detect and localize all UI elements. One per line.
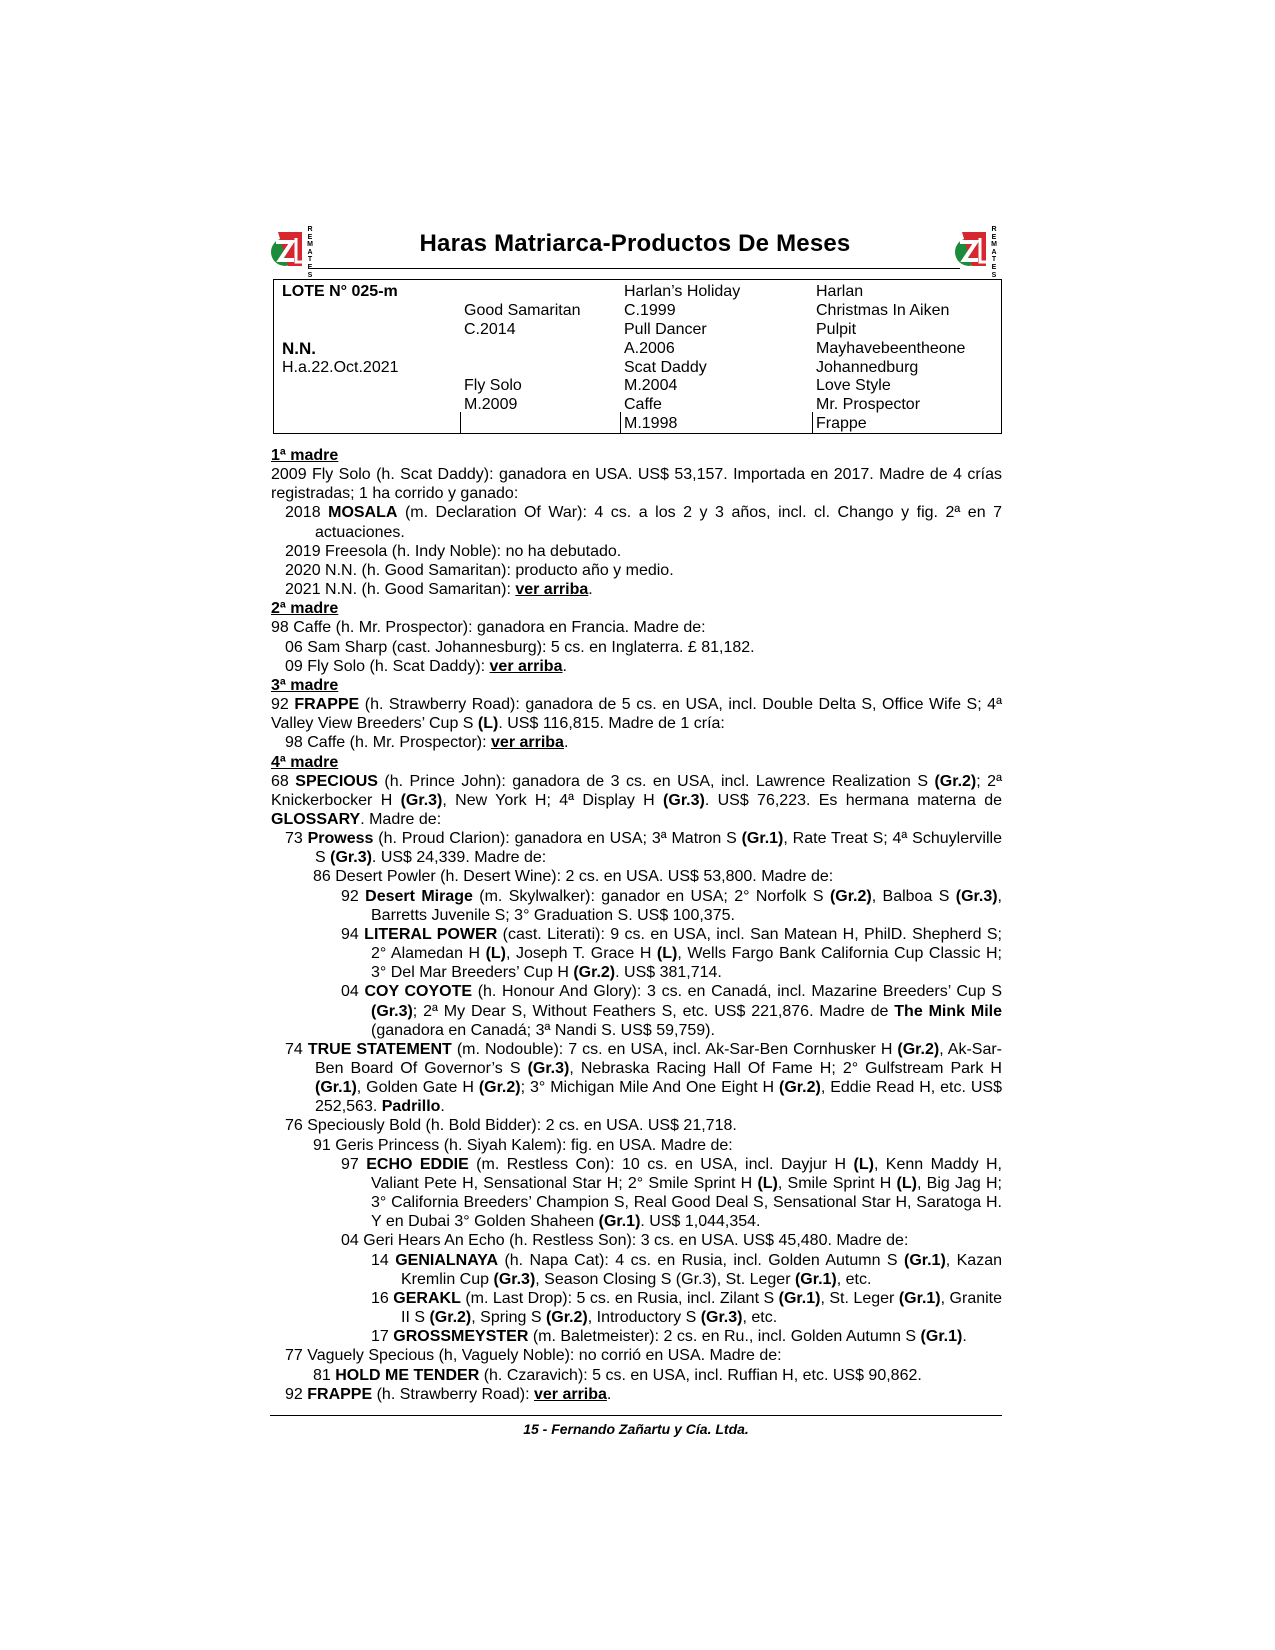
offspring-entry: 2018 MOSALA (m. Declaration Of War): 4 cs. a los 2 y 3 años, incl. cl. Chango y fig. 2ª en 7 actuaciones. (285, 504, 1003, 541)
text-segment: , Kazan Kremlin Cup (401, 1251, 1002, 1288)
bold-text: LITERAL POWER (364, 925, 498, 943)
bold-text: (L) (896, 1174, 917, 1192)
column-divider (460, 412, 461, 434)
offspring-entry: 2020 N.N. (h. Good Samaritan): producto año y medio. (285, 561, 674, 579)
bold-text: COY COYOTE (364, 983, 473, 1001)
bold-text: (Gr.1) (794, 1270, 837, 1288)
bold-text: (Gr.3) (400, 791, 443, 809)
bold-text: (L) (853, 1155, 874, 1173)
section-heading-1a-madre: 1ª madre (271, 447, 339, 464)
text-segment: 92 (285, 1385, 308, 1403)
bold-text: (Gr.2) (573, 964, 616, 982)
dam-name: Fly Solo (464, 377, 522, 394)
bold-text: GROSSMEYSTER (393, 1328, 529, 1346)
text-segment: (h. Napa Cat): 4 cs. en Rusia, incl. Golden Autumn S (498, 1251, 904, 1269)
text-segment: 92 (341, 887, 366, 905)
great-grandparent: Frappe (816, 415, 867, 432)
dam-entry: 2009 Fly Solo (h. Scat Daddy): ganadora en USA. US$ 53,157. Importada en 2017. Madre de 4 crías registradas; 1 ha corrido y ganado: (271, 466, 1002, 503)
dam-entry: 92 FRAPPE (h. Strawberry Road): ganadora de 5 cs. en USA, incl. Double Delta S, Office Wife S; 4ª Valley View Breeders’ Cup S (L). US$ 116,815. Madre de 1 cría: (271, 696, 1002, 733)
sire-name: Good Samaritan (464, 302, 581, 319)
bold-text: TRUE STATEMENT (307, 1040, 452, 1058)
text-segment: (m. Restless Con): 10 cs. en USA, incl. Dayjur H (468, 1155, 854, 1173)
offspring-entry: 06 Sam Sharp (cast. Johannesburg): 5 cs. en Inglaterra. £ 81,182. (285, 638, 755, 656)
text-segment: . Madre de: (360, 810, 442, 828)
text-segment: , Eddie Read H, etc. US$ 252,563. (315, 1079, 1002, 1116)
zl-remates-logo (270, 226, 316, 279)
grandparent: C.1999 (624, 302, 676, 319)
text-segment: 16 (371, 1289, 394, 1307)
bold-text: (Gr.1) (920, 1328, 963, 1346)
bold-text: (L) (656, 945, 678, 963)
bold-text: (Gr.1) (898, 1289, 941, 1307)
offspring-entry: 09 Fly Solo (h. Scat Daddy): ver arriba. (285, 657, 567, 675)
text-segment: , Joseph T. Grace H (506, 945, 657, 963)
text-segment: , New York H; 4ª Display H (442, 791, 664, 809)
offspring-entry (271, 1366, 1002, 1385)
bold-text: (Gr.3) (663, 791, 705, 809)
horse-birth: H.a.22.Oct.2021 (282, 359, 399, 376)
text-segment: 17 (371, 1328, 394, 1346)
dam-entry (271, 772, 1002, 829)
pedigree-table (273, 279, 1002, 434)
text-segment: (h. Prince John): ganadora de 3 cs. en USA, incl. Lawrence Realization S (377, 772, 935, 790)
lote-number: LOTE N° 025-m (282, 283, 398, 300)
text-segment: 68 (271, 772, 296, 790)
bold-text: (Gr.1) (315, 1079, 357, 1097)
text-segment: , Barretts Juvenile S; 3° Graduation S. US$ 100,375. (371, 887, 1002, 924)
text-segment: (h. Proud Clarion): ganadora en USA; 3ª Matron S (373, 830, 742, 848)
text-segment: , Introductory S (587, 1309, 701, 1327)
bold-text: (Gr.3) (955, 887, 998, 905)
bold-text: Padrillo (381, 1098, 441, 1116)
bold-text: (Gr.3) (527, 1060, 570, 1077)
bold-text: (Gr.1) (903, 1251, 946, 1269)
horse-name: N.N. (282, 339, 316, 358)
bold-text: (Gr.3) (371, 1002, 413, 1020)
text-segment: 94 (341, 925, 365, 943)
zl-remates-logo (954, 226, 1000, 279)
text-segment: 14 (371, 1251, 396, 1269)
text-segment: (m. Last Drop): 5 cs. en Rusia, incl. Zilant S (460, 1289, 779, 1307)
grandparent: Pull Dancer (624, 321, 707, 338)
title-underline (310, 268, 960, 269)
dam-year: M.2009 (464, 396, 518, 413)
bold-text: (Gr.1) (598, 1213, 641, 1231)
ver-arriba-link[interactable]: ver arriba (489, 657, 563, 675)
zl-logo-icon (954, 230, 988, 268)
great-grandparent: Mayhavebeentheone (816, 340, 966, 357)
text-segment: , Wells Fargo Bank California Cup Classic H; 3° Del Mar Breeders’ Cup H (371, 945, 1003, 982)
text-segment: , etc. (836, 1270, 872, 1288)
remates-vertical-text: R E M A T E S (991, 226, 997, 279)
text-segment: . US$ 24,339. Madre de: (371, 849, 547, 867)
text-segment: (h. Strawberry Road): (372, 1385, 534, 1403)
text-segment: , Big Jag H; 3° California Breeders’ Champion S, Real Good Deal S, Sensational Star H, Saratoga H. Y en Dubai 3° Golden Shaheen (371, 1174, 1003, 1231)
bold-text: GENIALNAYA (395, 1251, 499, 1269)
text-segment: . (606, 1385, 612, 1403)
bold-text: (Gr.3) (493, 1270, 536, 1288)
grandparent: M.2004 (624, 377, 678, 394)
grandparent: Scat Daddy (624, 359, 707, 376)
offspring-entry (271, 1251, 1002, 1289)
section-heading-2a-madre: 2ª madre (271, 600, 339, 618)
section-heading-3a-madre: 3ª madre (271, 676, 339, 694)
grandparent: M.1998 (624, 415, 678, 432)
text-segment: . (440, 1098, 445, 1116)
zl-logo-icon (270, 230, 304, 268)
offspring-entry: 77 Vaguely Specious (h, Vaguely Noble): no corrió en USA. Madre de: (285, 1347, 782, 1365)
ver-arriba-link[interactable]: ver arriba (491, 734, 564, 752)
text-segment: 74 (285, 1040, 308, 1058)
offspring-entry (271, 982, 1002, 1039)
bold-text: HOLD ME TENDER (335, 1366, 480, 1384)
section-heading-4a-madre: 4ª madre (271, 753, 339, 771)
offspring-entry (271, 1155, 1002, 1232)
page-footer: 15 - Fernando Zañartu y Cía. Ltda. (523, 1421, 749, 1437)
offspring-entry: 04 Geri Hears An Echo (h. Restless Son): 3 cs. en USA. US$ 45,480. Madre de: (341, 1232, 909, 1250)
text-segment: , Granite II S (401, 1289, 1003, 1327)
bold-text: (Gr.2) (779, 1079, 821, 1097)
pedigree-notes (271, 446, 1002, 1404)
text-segment: . (962, 1328, 967, 1346)
text-segment: (m. Skylwalker): ganador en USA; 2° Norfolk S (472, 887, 830, 905)
great-grandparent: Love Style (816, 377, 891, 394)
text-segment: 81 (313, 1366, 336, 1384)
offspring-entry (271, 887, 1002, 925)
offspring-entry: 76 Speciously Bold (h. Bold Bidder): 2 cs. en USA. US$ 21,718. (285, 1117, 737, 1135)
text-segment: , Kenn Maddy H, Valiant Pete H, Sensational Star H; 2° Smile Sprint H (371, 1155, 1003, 1192)
text-segment: 97 (341, 1155, 367, 1173)
offspring-entry (271, 1289, 1002, 1327)
sire-year: C.2014 (464, 321, 516, 338)
text-segment: . US$ 76,223. Es hermana materna de (704, 791, 1003, 809)
bold-text: (Gr.2) (934, 772, 977, 790)
offspring-entry (271, 925, 1002, 982)
text-segment: 04 (341, 983, 365, 1001)
bold-text: GERAKL (393, 1289, 461, 1307)
column-divider (812, 412, 813, 434)
great-grandparent: Christmas In Aiken (816, 302, 950, 319)
great-grandparent: Pulpit (816, 321, 857, 338)
text-segment: , Smile Sprint H (777, 1174, 897, 1192)
footer-rule (270, 1415, 1002, 1416)
bold-text: (Gr.2) (545, 1309, 588, 1327)
bold-text: Desert Mirage (365, 887, 473, 905)
grandparent: A.2006 (624, 340, 675, 357)
text-segment: , Spring S (471, 1309, 546, 1327)
bold-text: Prowess (307, 830, 374, 848)
great-grandparent: Harlan (816, 283, 864, 300)
offspring-entry (271, 1040, 1002, 1117)
offspring-entry: 98 Caffe (h. Mr. Prospector): ver arriba. (285, 734, 569, 752)
bold-text: GLOSSARY (271, 810, 361, 828)
bold-text: (Gr.1) (741, 830, 784, 848)
text-segment: (h. Honour And Glory): 3 cs. en Canadá, incl. Mazarine Breeders’ Cup S (472, 983, 1002, 1001)
bold-text: (Gr.2) (429, 1309, 472, 1327)
text-segment: , Golden Gate H (356, 1079, 479, 1097)
bold-text: (Gr.3) (330, 849, 372, 867)
dam-entry: 98 Caffe (h. Mr. Prospector): ganadora en Francia. Madre de: (271, 619, 706, 637)
offspring-entry (271, 1385, 1002, 1404)
text-segment: , Season Closing S (Gr.3), St. Leger (535, 1270, 795, 1288)
remates-vertical-text: R E M A T E S (307, 226, 313, 279)
text-segment: . US$ 1,044,354. (640, 1213, 761, 1231)
ver-arriba-link[interactable]: ver arriba (533, 1385, 607, 1403)
bold-text: SPECIOUS (295, 772, 378, 790)
text-segment: . US$ 381,714. (615, 964, 722, 982)
text-segment: ; 2ª Knickerbocker H (271, 772, 1002, 809)
text-segment: (h. Czaravich): 5 cs. en USA, incl. Ruffian H, etc. US$ 90,862. (479, 1366, 922, 1384)
text-segment: , etc. (742, 1309, 778, 1327)
text-segment: ; 3° Michigan Mile And One Eight H (520, 1079, 780, 1097)
grandparent: Caffe (624, 396, 662, 413)
great-grandparent: Mr. Prospector (816, 396, 921, 413)
bold-text: (Gr.2) (478, 1079, 521, 1097)
bold-text: (L) (757, 1174, 778, 1192)
great-grandparent: Johannedburg (816, 359, 919, 376)
bold-text: (Gr.2) (829, 887, 872, 905)
text-segment: ; 2ª My Dear S, Without Feathers S, etc. US$ 221,876. Madre de (412, 1002, 895, 1020)
offspring-entry: 2021 N.N. (h. Good Samaritan): ver arriba. (285, 581, 593, 599)
text-segment: (ganadora en Canadá; 3ª Nandi S. US$ 59,759). (371, 1021, 715, 1039)
page-header (270, 226, 1000, 279)
text-segment: (m. Nodouble): 7 cs. en USA, incl. Ak-Sar-Ben Cornhusker H (451, 1040, 898, 1058)
offspring-entry (271, 1327, 1002, 1346)
bold-text: (Gr.1) (778, 1289, 821, 1307)
text-segment: , Rate Treat S; 4ª Schuylerville S (315, 830, 1002, 867)
offspring-entry (271, 829, 1002, 867)
text-segment: , St. Leger (820, 1289, 899, 1307)
ver-arriba-link[interactable]: ver arriba (515, 581, 589, 599)
bold-text: (Gr.3) (700, 1309, 743, 1327)
bold-text: FRAPPE (307, 1385, 373, 1403)
text-segment: (m. Baletmeister): 2 cs. en Ru., incl. Golden Autumn S (528, 1328, 921, 1346)
bold-text: (L) (485, 945, 507, 963)
grandparent: Harlan’s Holiday (624, 283, 741, 300)
page-title: Haras Matriarca-Productos De Meses (419, 230, 851, 257)
text-segment: , Ak-Sar-Ben Board Of Governor’s S (315, 1040, 1003, 1077)
text-segment: , Nebraska Racing Hall Of Fame H; 2° Gulfstream Park H (569, 1060, 1002, 1077)
bold-text: (Gr.2) (897, 1040, 940, 1058)
offspring-entry: 86 Desert Powler (h. Desert Wine): 2 cs. en USA. US$ 53,800. Madre de: (313, 868, 834, 886)
text-segment: 73 (285, 830, 308, 848)
bold-text: The Mink Mile (894, 1002, 1002, 1020)
text-segment: , Balboa S (871, 887, 956, 905)
bold-text: ECHO EDDIE (366, 1155, 469, 1173)
offspring-entry: 91 Geris Princess (h. Siyah Kalem): fig. en USA. Madre de: (313, 1136, 733, 1154)
text-segment: (cast. Literati): 9 cs. en USA, incl. San Matean H, PhilD. Shepherd S; 2° Alamedan H (371, 925, 1002, 963)
column-divider (620, 412, 621, 434)
offspring-entry: 2019 Freesola (h. Indy Noble): no ha debutado. (285, 542, 622, 560)
